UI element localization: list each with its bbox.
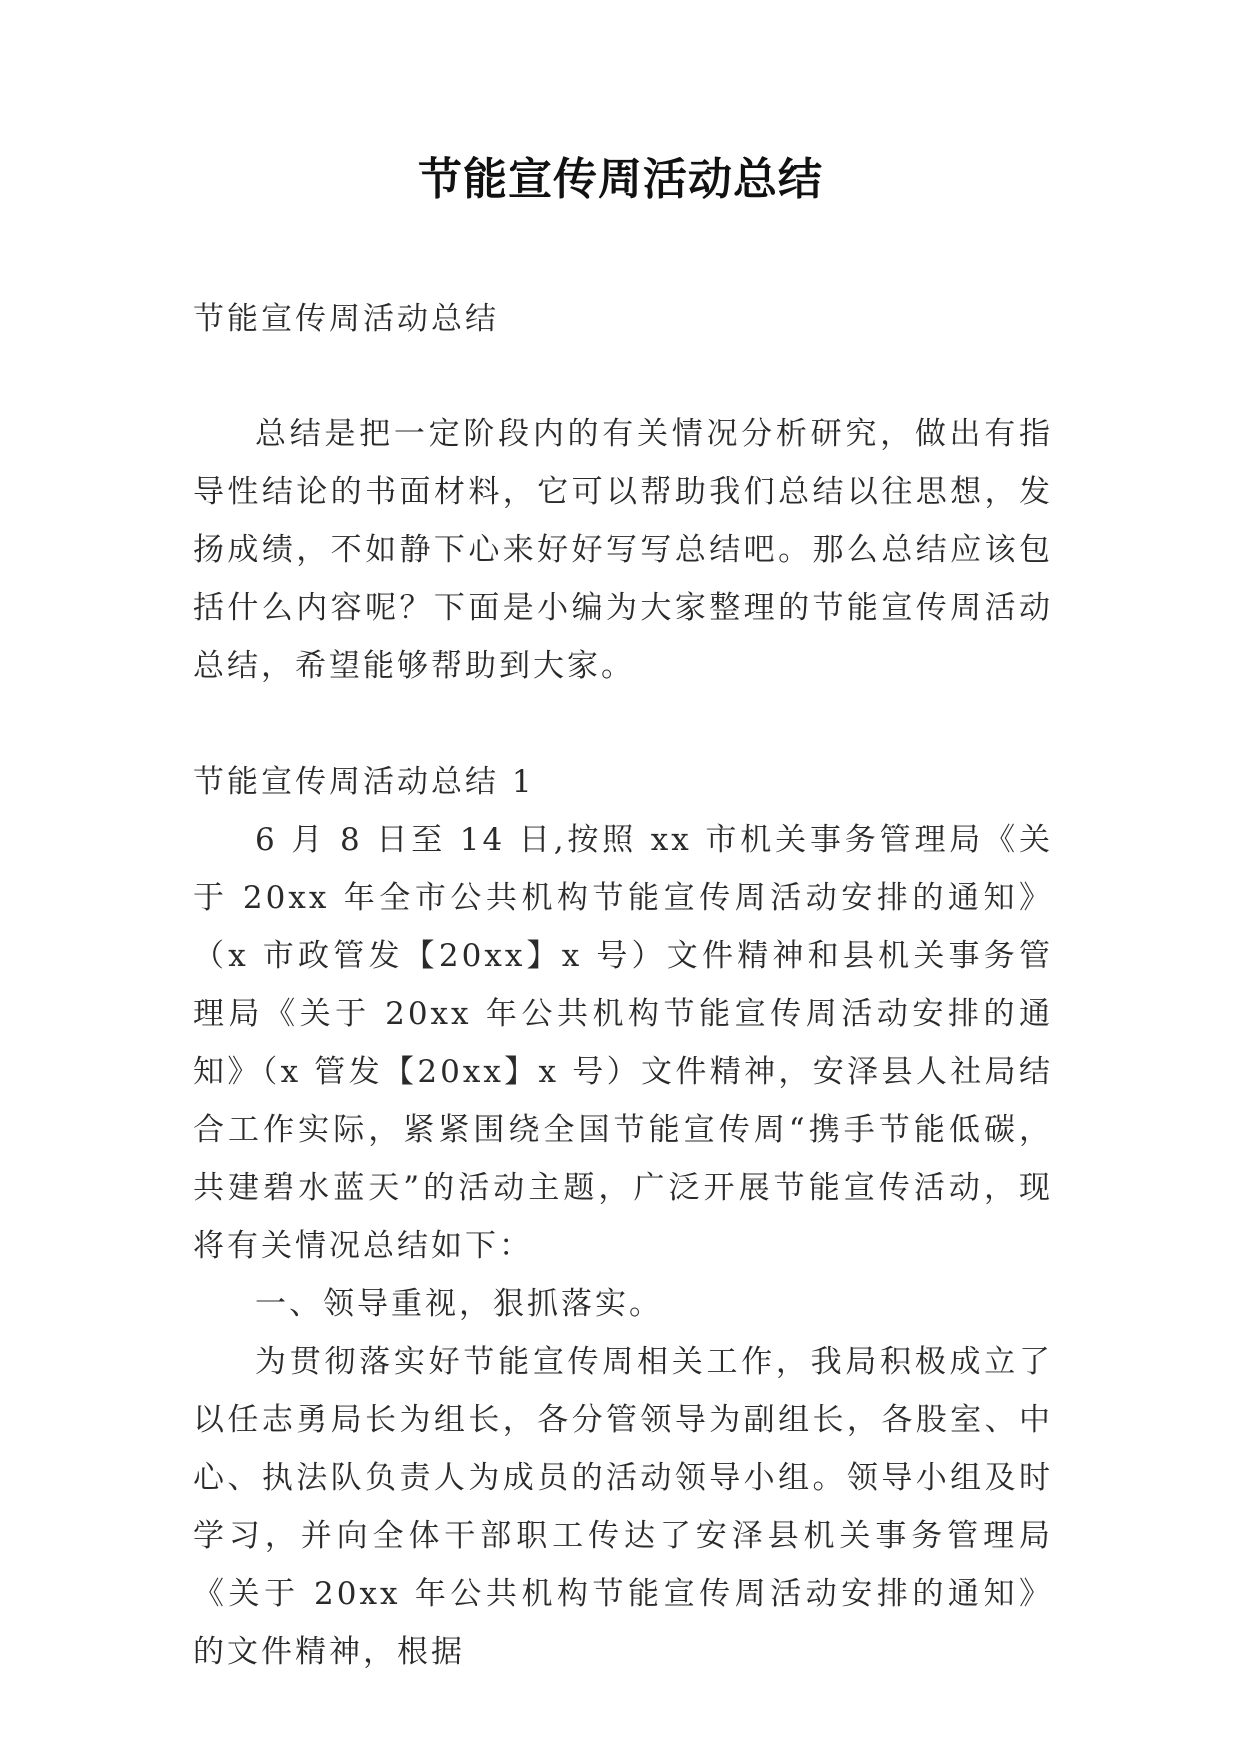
body-paragraph: 为贯彻落实好节能宣传周相关工作，我局积极成立了以任志勇局长为组长，各分管领导为副组长，各股室、中心、执法队负责人为成员的活动领导小组。领导小组及时学习，并向全体干部职工传达了安泽县机关事务管理局《关于 20xx 年公共机构节能宣传周活动安排的通知》的文件精神，根据 bbox=[193, 1344, 1053, 1670]
document-title: 节能宣传周活动总结 bbox=[418, 154, 823, 205]
body-paragraph: 6 月 8 日至 14 日,按照 xx 市机关事务管理局《关于 20xx 年全市公共机构节能宣传周活动安排的通知》（x 市政管发【20xx】x 号）文件精神和县机关事务管理局《关于 20xx 年公共机构节能宣传周活动安排的通知》（x 管发【20xx】x 号）文件精神，安泽县人社局结合工作实际，紧紧围绕全国节能宣传周“携手节能低碳，共建碧水蓝天”的活动主题，广泛开展节能宣传活动，现将有关情况总结如下： bbox=[193, 822, 1053, 1264]
document-subtitle: 节能宣传周活动总结 bbox=[193, 301, 499, 337]
subheading-paragraph: 一、领导重视，狠抓落实。 bbox=[255, 1286, 663, 1322]
section-body bbox=[193, 811, 1053, 1681]
intro-paragraph: 总结是把一定阶段内的有关情况分析研究，做出有指导性结论的书面材料，它可以帮助我们总结以往思想，发扬成绩，不如静下心来好好写写总结吧。那么总结应该包括什么内容呢？下面是小编为大家整理的节能宣传周活动总结，希望能够帮助到大家。 bbox=[193, 416, 1053, 684]
section-heading: 节能宣传周活动总结 1 bbox=[193, 764, 535, 800]
